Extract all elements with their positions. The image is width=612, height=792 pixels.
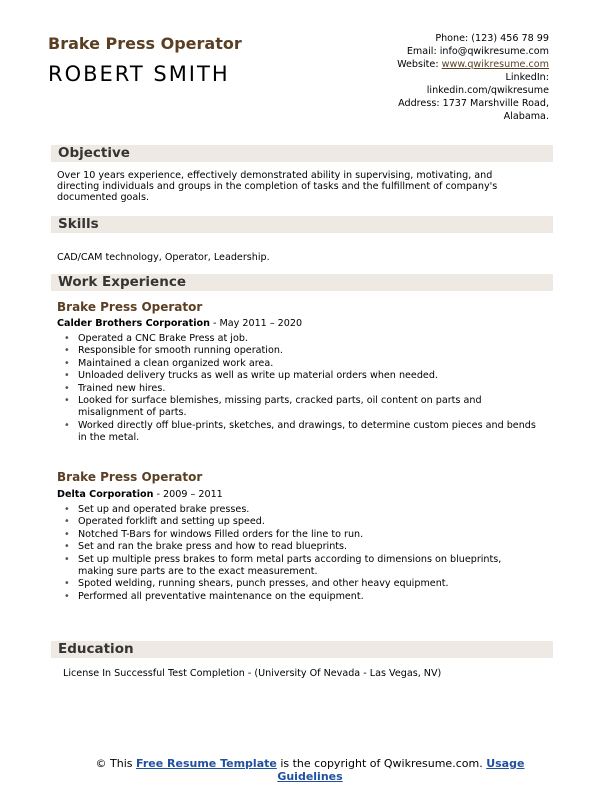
contact-phone: Phone: (123) 456 78 99 (435, 33, 549, 44)
section-header-education (51, 641, 553, 658)
website-label: Website: (397, 59, 442, 70)
list-item: • Unloaded delivery trucks as well as write up material orders when needed. (78, 370, 538, 382)
list-item: • Responsible for smooth running operation. (78, 345, 538, 357)
job-bullets-2 (78, 504, 538, 603)
footer-copyright (80, 758, 540, 783)
section-title-education: Education (58, 641, 134, 657)
job-company-1: Calder Brothers Corporation (57, 318, 210, 329)
section-title-work: Work Experience (58, 274, 186, 290)
section-header-objective (51, 145, 553, 162)
list-item: • Operated a CNC Brake Press at job. (78, 333, 538, 345)
contact-email: Email: info@qwikresume.com (406, 46, 549, 57)
contact-linkedin-value: linkedin.com/qwikresume (426, 85, 549, 96)
contact-linkedin-label: LinkedIn: (505, 72, 549, 83)
job-company-2: Delta Corporation (57, 489, 154, 500)
list-item: • Operated forklift and setting up speed. (78, 516, 538, 528)
footer-middle: is the copyright of Qwikresume.com. (276, 757, 487, 770)
list-item: • Notched T-Bars for windows Filled orders for the line to run. (78, 529, 538, 541)
section-header-work (51, 274, 553, 291)
list-item: • Set and ran the brake press and how to read blueprints. (78, 541, 538, 553)
skills-text: CAD/CAM technology, Operator, Leadership. (57, 252, 270, 263)
contact-address-line1: Address: 1737 Marshville Road, (398, 98, 549, 109)
job-title-2: Brake Press Operator (57, 470, 203, 484)
list-item: • Trained new hires. (78, 383, 538, 395)
job-company-line-1 (57, 318, 302, 329)
contact-address-line2: Alabama. (503, 111, 549, 122)
education-text: License In Successful Test Completion - (University Of Nevada - Las Vegas, NV) (63, 668, 442, 679)
contact-website (309, 58, 549, 71)
section-title-skills: Skills (58, 216, 99, 232)
job-title-1: Brake Press Operator (57, 300, 203, 314)
job-company-line-2 (57, 489, 223, 500)
section-header-skills (51, 216, 553, 233)
footer-prefix: © This (95, 757, 137, 770)
list-item: • Set up and operated brake presses. (78, 504, 538, 516)
usage-guidelines-link-b[interactable]: Guidelines (277, 769, 343, 783)
candidate-name: ROBERT SMITH (48, 62, 230, 86)
list-item: • Performed all preventative maintenance on the equipment. (78, 591, 538, 603)
job-dates-1: - May 2011 – 2020 (209, 318, 303, 329)
objective-text: Over 10 years experience, effectively demonstrated ability in supervising, motivating, and directing individuals and groups in the completion of tasks and the fulfillment of company's documented goals. (57, 170, 498, 203)
free-resume-template-link[interactable]: Free Resume Template (136, 757, 277, 770)
section-title-objective: Objective (58, 145, 130, 161)
list-item: • Worked directly off blue-prints, sketches, and drawings, to determine custom pieces and bends in the metal. (78, 420, 538, 445)
website-link[interactable]: www.qwikresume.com (441, 59, 549, 70)
usage-guidelines-link-a[interactable]: Usage (486, 757, 525, 770)
list-item: • Set up multiple press brakes to form metal parts according to dimensions on blueprints, making sure parts are to the exact measurement. (78, 554, 538, 579)
list-item: • Spoted welding, running shears, punch presses, and other heavy equipment. (78, 578, 538, 590)
list-item: • Looked for surface blemishes, missing parts, cracked parts, oil content on parts and misalignment of parts. (78, 395, 538, 420)
header-job-title: Brake Press Operator (48, 34, 242, 53)
list-item: • Maintained a clean organized work area. (78, 358, 538, 370)
job-bullets-1 (78, 333, 538, 445)
contact-block (309, 32, 549, 123)
job-dates-2: - 2009 – 2011 (153, 489, 223, 500)
